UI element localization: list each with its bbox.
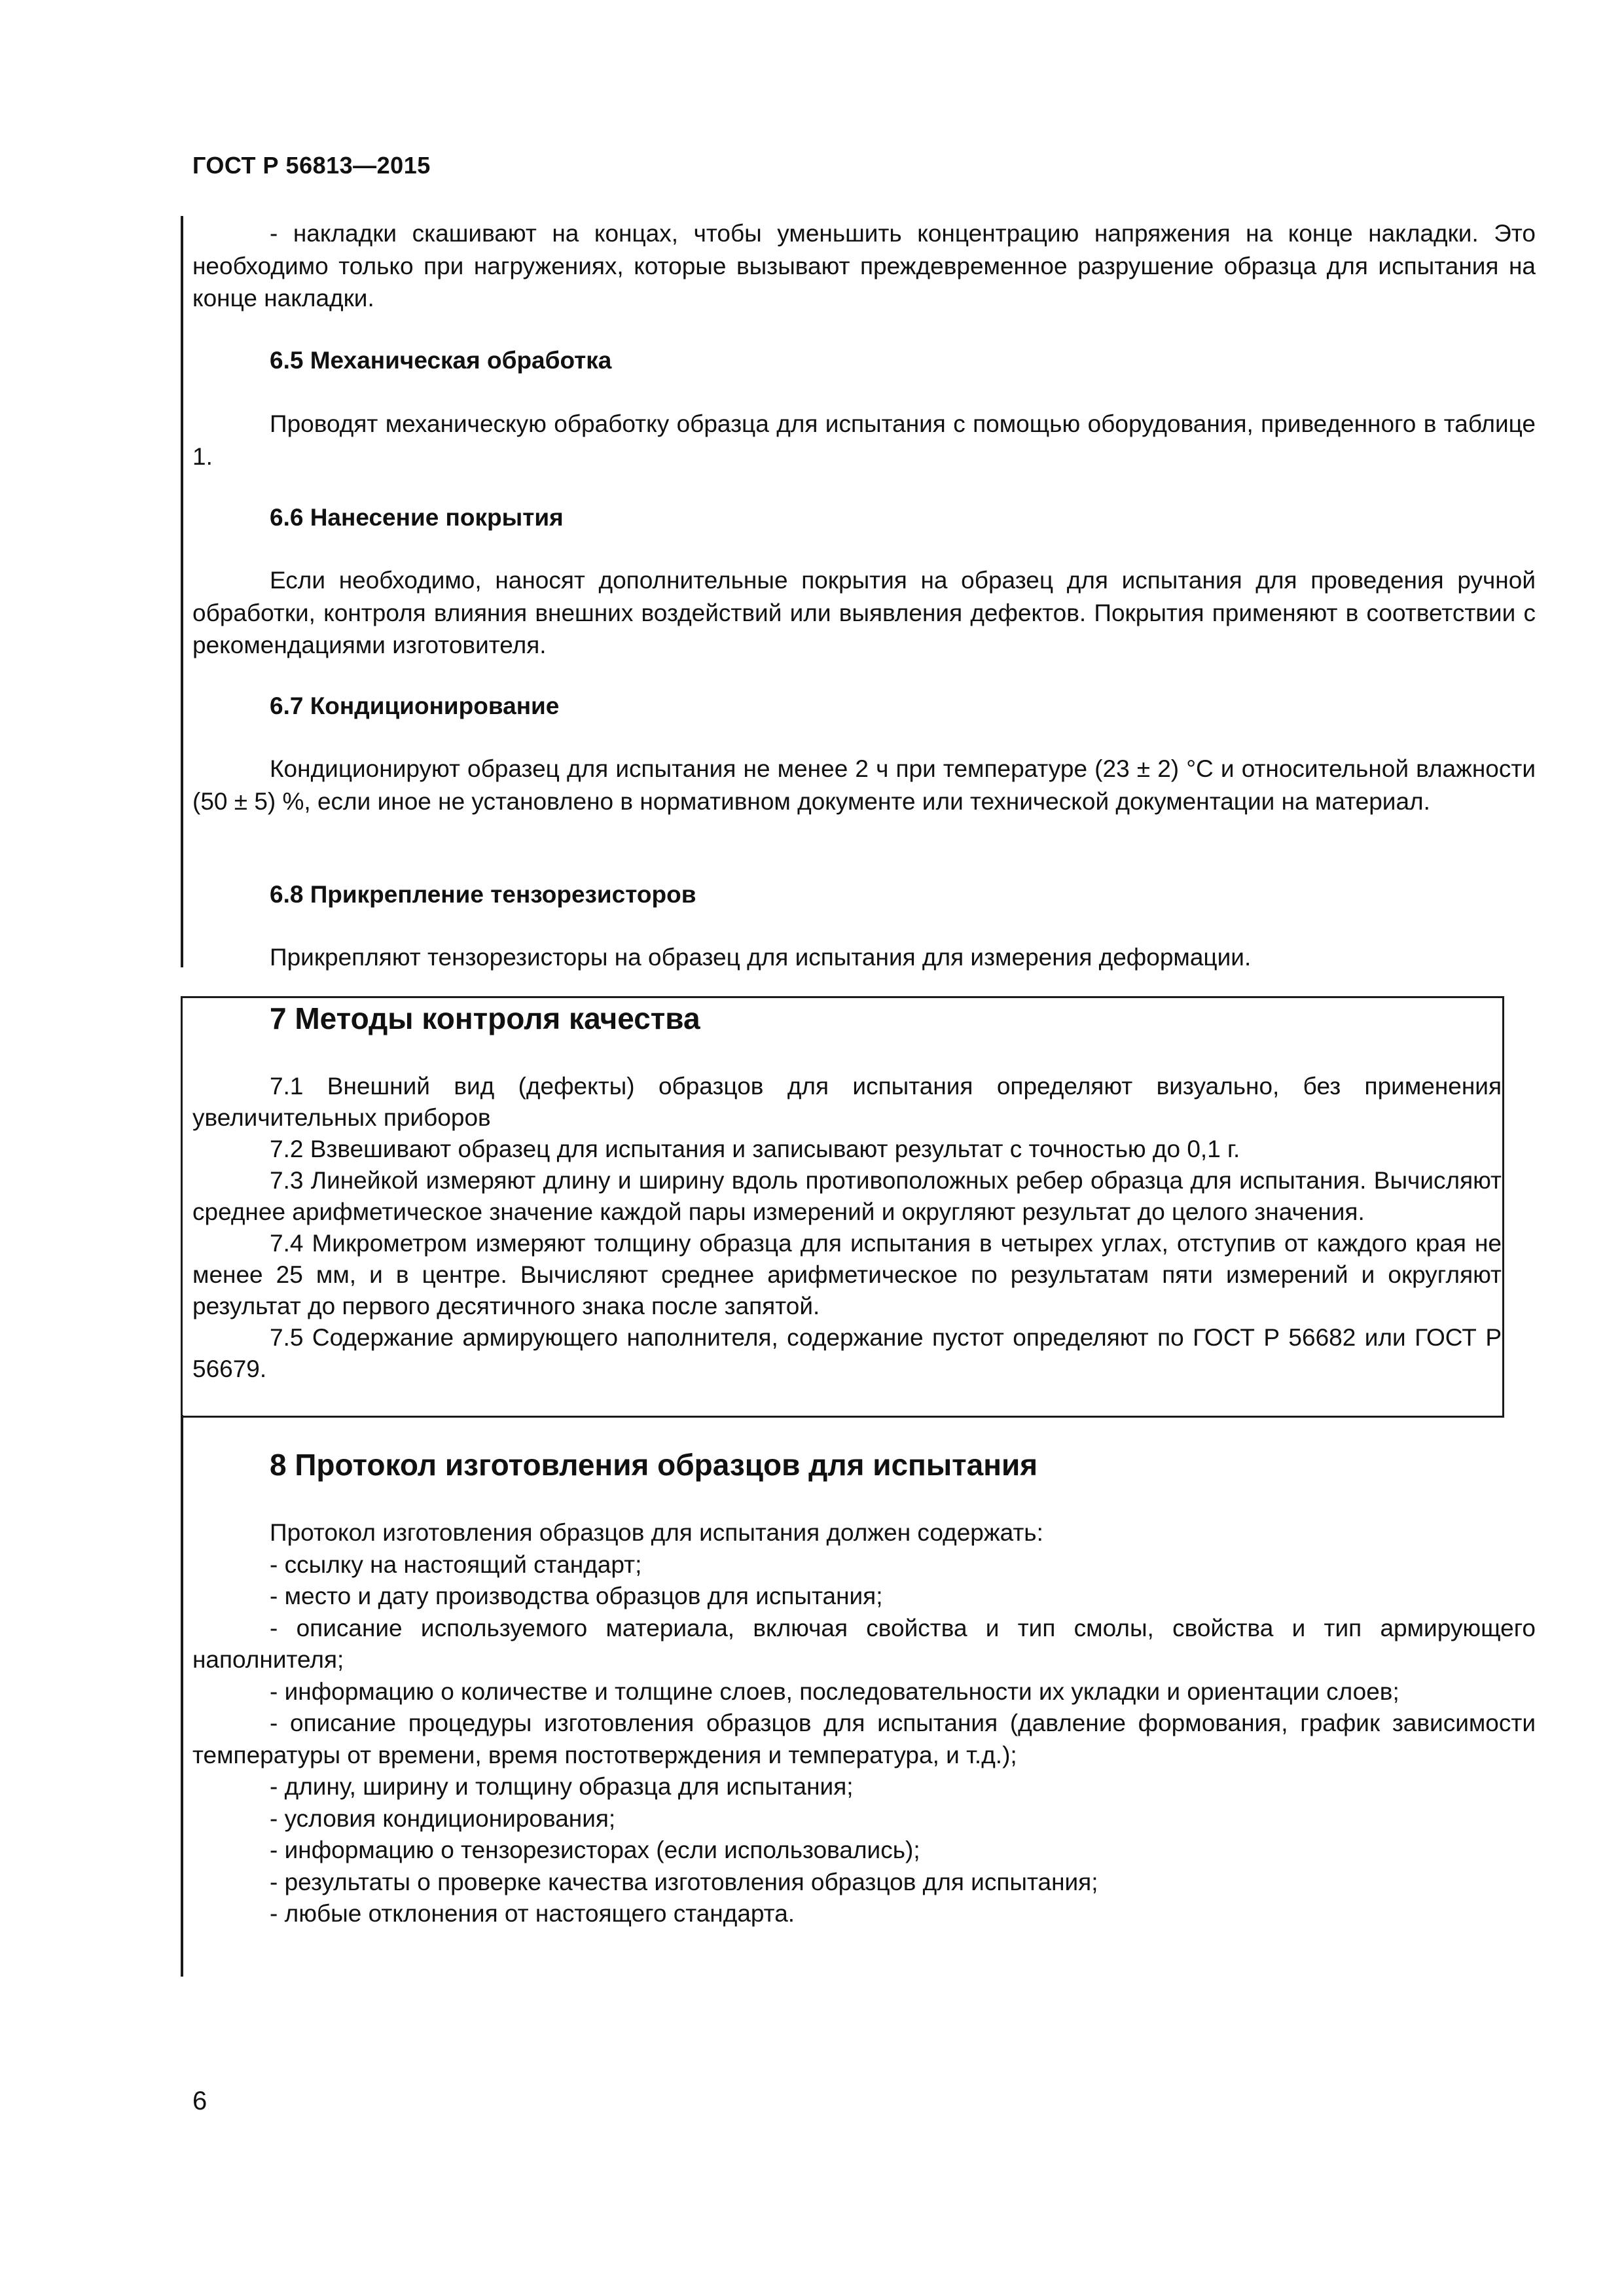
section-6-7-title: 6.7 Кондиционирование xyxy=(270,692,560,719)
section-8-item: - место и дату производства образцов для испытания; xyxy=(270,1583,883,1609)
section-8-item: - длину, ширину и толщину образца для испытания; xyxy=(270,1773,854,1800)
section-7-title: 7 Методы контроля качества xyxy=(270,1001,700,1035)
section-6-6-text: Если необходимо, наносят дополнительные покрытия на образец для испытания для проведения ручной обработки, контроля влияния внешних воздействий или выявления дефектов. Покрытия применяют в соответствии с рекомендациями изготовителя. xyxy=(192,567,1536,658)
section-7-item: 7.4 Микрометром измеряют толщину образца для испытания в четырех углах, отступив от каждого края не менее 25 мм, и в центре. Вычисляют среднее арифметическое по результатам пяти измерений и округляют результат до первого десятичного знака после запятой. xyxy=(192,1230,1502,1319)
section-7-item: 7.5 Содержание армирующего наполнителя, содержание пустот определяют по ГОСТ Р 56682 или ГОСТ Р 56679. xyxy=(192,1324,1502,1382)
section-8-item: - описание используемого материала, включая свойства и тип смолы, свойства и тип армирующего наполнителя; xyxy=(192,1614,1536,1673)
section-7-items xyxy=(192,1071,1502,1385)
section-7-item: 7.2 Взвешивают образец для испытания и записывают результат с точностью до 0,1 г. xyxy=(270,1136,1240,1162)
section-6-6-title: 6.6 Нанесение покрытия xyxy=(270,504,564,531)
change-bar-top xyxy=(181,216,183,967)
section-8-list xyxy=(192,1517,1536,1930)
section-6-7-text: Кондиционируют образец для испытания не менее 2 ч при температуре (23 ± 2) °С и относительной влажности (50 ± 5) %, если иное не установлено в нормативном документе или технической документации на материал. xyxy=(192,755,1536,815)
section-8-item: - условия кондиционирования; xyxy=(270,1804,616,1832)
section-7-item: 7.3 Линейкой измеряют длину и ширину вдоль противоположных ребер образца для испытания. Вычисляют среднее арифметическое значение каждой пары измерений и округляют результат до целого значения. xyxy=(192,1167,1502,1225)
section-8-title: 8 Протокол изготовления образцов для испытания xyxy=(270,1448,1038,1482)
section-8-lead: Протокол изготовления образцов для испытания должен содержать: xyxy=(270,1519,1043,1546)
section-8-item: - ссылку на настоящий стандарт; xyxy=(270,1551,642,1578)
intro-paragraph: - накладки скашивают на концах, чтобы уменьшить концентрацию напряжения на конце накладки. Это необходимо только при нагружениях, которые вызывают преждевременное разрушение образца для испытания на конце накладки. xyxy=(192,220,1536,312)
section-6-5-title: 6.5 Механическая обработка xyxy=(270,347,612,374)
section-8-item: - информацию о количестве и толщине слоев, последовательности их укладки и ориентации слоев; xyxy=(270,1677,1399,1705)
document-header: ГОСТ Р 56813—2015 xyxy=(192,152,431,179)
section-6-8-text: Прикрепляют тензорезисторы на образец для испытания для измерения деформации. xyxy=(270,944,1252,971)
section-7-item: 7.1 Внешний вид (дефекты) образцов для испытания определяют визуально, без применения увеличительных приборов xyxy=(192,1073,1502,1131)
section-6-8-title: 6.8 Прикрепление тензорезисторов xyxy=(270,881,696,908)
page-number: 6 xyxy=(192,2087,208,2115)
change-bar-bottom xyxy=(181,1415,183,1977)
section-8-item: - любые отклонения от настоящего стандарта. xyxy=(270,1900,795,1927)
section-8-item: - информацию о тензорезисторах (если использовались); xyxy=(270,1837,920,1863)
section-8-item: - описание процедуры изготовления образцов для испытания (давление формования, график зависимости температуры от времени, время постотверждения и температура, и т.д.); xyxy=(192,1710,1536,1768)
section-6-5-text: Проводят механическую обработку образца для испытания с помощью оборудования, приведенного в таблице 1. xyxy=(192,410,1536,470)
section-8-item: - результаты о проверке качества изготовления образцов для испытания; xyxy=(270,1868,1098,1895)
